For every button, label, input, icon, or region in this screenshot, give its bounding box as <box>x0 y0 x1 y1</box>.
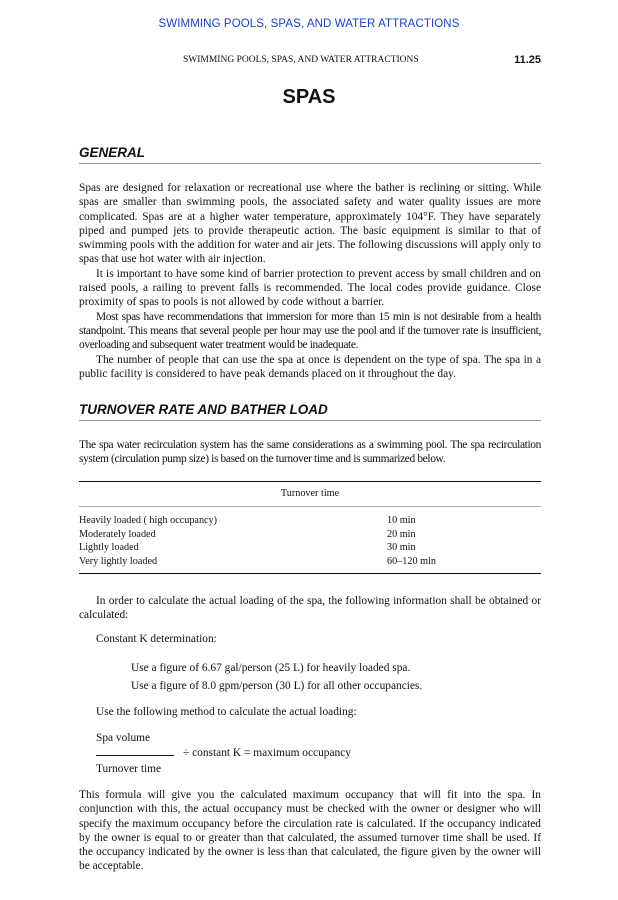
table-header: Turnover time <box>280 488 340 499</box>
page-title: SPAS <box>282 86 336 108</box>
section-heading-turnover: TURNOVER RATE AND BATHER LOAD <box>79 402 541 421</box>
general-body <box>79 181 541 381</box>
time-cell: 60–120 min <box>387 555 436 567</box>
paragraph: In order to calculate the actual loading of the spa, the following information shall be obtained or calculated: <box>79 595 541 622</box>
formula-operator: ÷ constant K = maximum occupancy <box>183 747 351 759</box>
load-cell: Lightly loaded <box>79 542 139 554</box>
formula-denominator: Turnover time <box>96 763 162 775</box>
load-cell: Heavily loaded ( high occupancy) <box>79 515 218 526</box>
running-head: SWIMMING POOLS, SPAS, AND WATER ATTRACTIONS <box>183 55 419 65</box>
table-row <box>79 555 541 569</box>
k-other: Use a figure of 8.0 gpm/person (30 L) for all other occupancies. <box>131 680 423 692</box>
table-row <box>79 514 541 528</box>
fraction-bar <box>96 755 174 756</box>
method-label: Use the following method to calculate the actual loading: <box>96 706 357 718</box>
table-body <box>79 507 541 573</box>
banner-title: SWIMMING POOLS, SPAS, AND WATER ATTRACTIONS <box>158 18 460 30</box>
load-cell: Moderately loaded <box>79 528 156 540</box>
load-cell: Very lightly loaded <box>79 555 158 567</box>
turnover-table <box>79 481 541 574</box>
time-cell: 20 min <box>387 528 416 540</box>
paragraph: Most spas have recommendations that immersion for more than 15 min is not desirable from a health standpoint. This means that several people per hour may use the pool and if the turnover rate is insufficient, overloading and subsequent water treatment would be inadequate. <box>79 310 541 352</box>
paragraph: This formula will give you the calculated maximum occupancy that will fit into the spa. In conjunction with this, the actual occupancy must be checked with the owner or designer who will specify the maximum occupancy before the circulation rate is calculated. If the occupancy indicated by the owner is equal to or greater than that calculated, the assumed turnover time shall be used. If the occupancy indicated by the owner is less than that calculated, the figure given by the owner will be acceptable. <box>79 789 541 873</box>
paragraph: Spas are designed for relaxation or recreational use where the bather is reclining or sitting. While spas are smaller than swimming pools, the associated safety and water quality issues are more complicated. Spas are at a higher water temperature, approximately 104°F. They have separately piped and pumped jets to provide therapeutic action. The basic equipment is similar to that of swimming pools with the addition for water and air jets. The following discussions will apply only to spas that use hot water with air injection. <box>79 182 541 266</box>
closing-paragraph <box>79 788 541 874</box>
table-rule <box>79 573 541 574</box>
k-heavy: Use a figure of 6.67 gal/person (25 L) for heavily loaded spa. <box>131 662 411 674</box>
formula-numerator: Spa volume <box>96 732 151 744</box>
k-label: Constant K determination: <box>96 633 217 645</box>
time-cell: 30 min <box>387 542 416 554</box>
turnover-intro <box>79 438 541 467</box>
paragraph: It is important to have some kind of barrier protection to prevent access by small children and on raised pools, a railing to prevent falls is recommended. The local codes provide guidance. Close proximity of spas to pools is not allowed by code without a barrier. <box>79 267 541 309</box>
paragraph: The number of people that can use the spa at once is dependent on the type of spa. The spa in a public facility is considered to have peak demands placed on it throughout the day. <box>79 353 541 380</box>
table-row <box>79 541 541 555</box>
table-row <box>79 528 541 542</box>
calc-intro <box>79 594 541 623</box>
page-number: 11.25 <box>514 54 541 66</box>
section-heading-general: GENERAL <box>79 145 541 164</box>
paragraph: The spa water recirculation system has the same considerations as a swimming pool. The spa recirculation system (circulation pump size) is based on the turnover time and is summarized below. <box>79 439 541 466</box>
time-cell: 10 min <box>387 515 416 526</box>
